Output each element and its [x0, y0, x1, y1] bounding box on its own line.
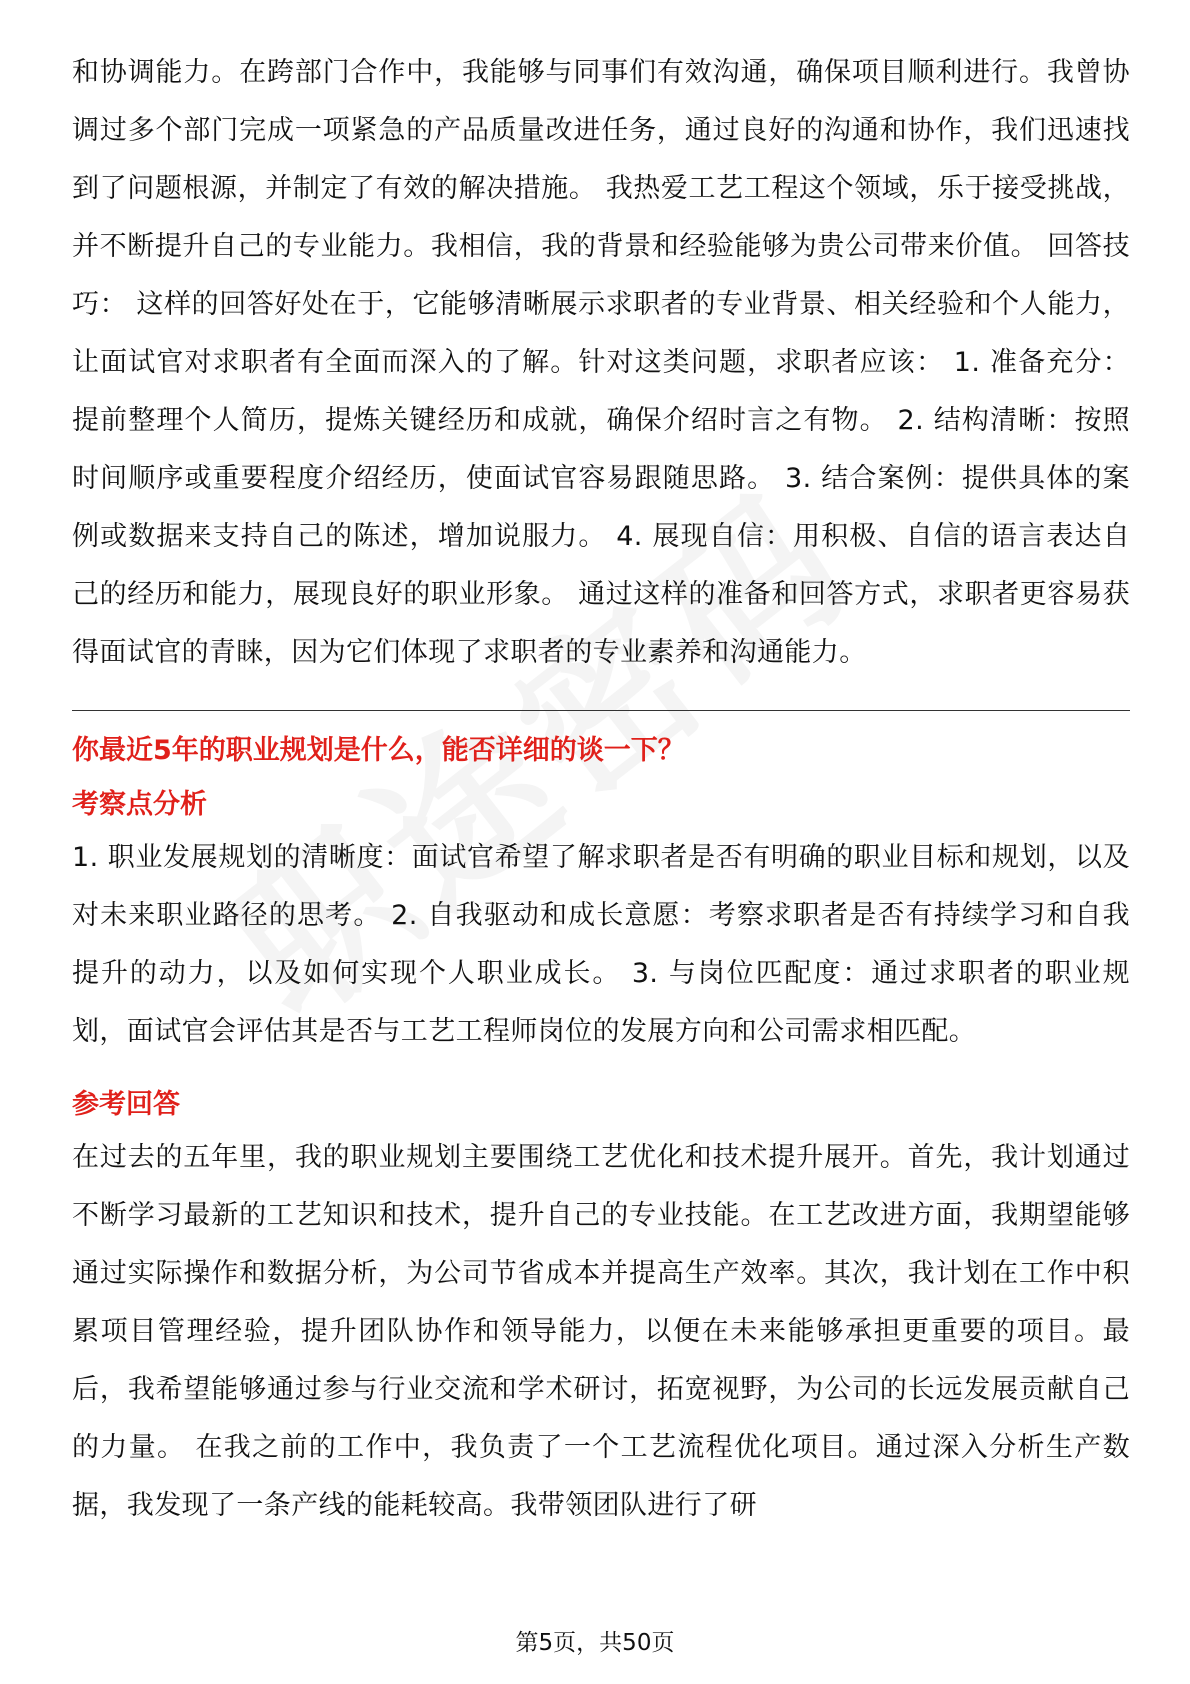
answer-heading: 参考回答 — [72, 1089, 180, 1120]
answer-paragraph: 在过去的五年里，我的职业规划主要围绕工艺优化和技术提升展开。首先，我计划通过不断学习最新的工艺知识和技术，提升自己的专业技能。在工艺改进方面，我期望能够通过实际操作和数据分析，为公司节省成本并提高生产效率。其次，我计划在工作中积累项目管理经验，提升团队协作和领导能力，以便在未来能够承担更重要的项目。最后，我希望能够通过参与行业交流和学术研讨，拓宽视野，为公司的长远发展贡献自己的力量。 在我之前的工作中，我负责了一个工艺流程优化项目。通过深入分析生产数据，我发现了一条产线的能耗较高。我带领团队进行了研 — [72, 1142, 1130, 1521]
analysis-paragraph: 1. 职业发展规划的清晰度：面试官希望了解求职者是否有明确的职业目标和规划，以及对未来职业路径的思考。 2. 自我驱动和成长意愿：考察求职者是否有持续学习和自我提升的动力，以及如何实现个人职业成长。 3. 与岗位匹配度：通过求职者的职业规划，面试官会评估其是否与工艺工程师岗位的发展方向和公司需求相匹配。 — [72, 842, 1130, 1047]
section-divider — [72, 710, 1130, 711]
analysis-heading: 考察点分析 — [72, 789, 207, 820]
question-title: 你最近5年的职业规划是什么，能否详细的谈一下？ — [72, 735, 685, 766]
page-number: 第5页，共50页 — [515, 1630, 675, 1656]
document-content — [72, 44, 1130, 1535]
intro-paragraph: 和协调能力。在跨部门合作中，我能够与同事们有效沟通，确保项目顺利进行。我曾协调过多个部门完成一项紧急的产品质量改进任务，通过良好的沟通和协作，我们迅速找到了问题根源，并制定了有效的解决措施。 我热爱工艺工程这个领域，乐于接受挑战，并不断提升自己的专业能力。我相信，我的背景和经验能够为贵公司带来价值。 回答技巧： 这样的回答好处在于，它能够清晰展示求职者的专业背景、相关经验和个人能力，让面试官对求职者有全面而深入的了解。针对这类问题，求职者应该： 1. 准备充分：提前整理个人简历，提炼关键经历和成就，确保介绍时言之有物。 2. 结构清晰：按照时间顺序或重要程度介绍经历，使面试官容易跟随思路。 3. 结合案例：提供具体的案例或数据来支持自己的陈述，增加说服力。 4. 展现自信：用积极、自信的语言表达自己的经历和能力，展现良好的职业形象。 通过这样的准备和回答方式，求职者更容易获得面试官的青睐，因为它们体现了求职者的专业素养和沟通能力。 — [72, 57, 1130, 668]
